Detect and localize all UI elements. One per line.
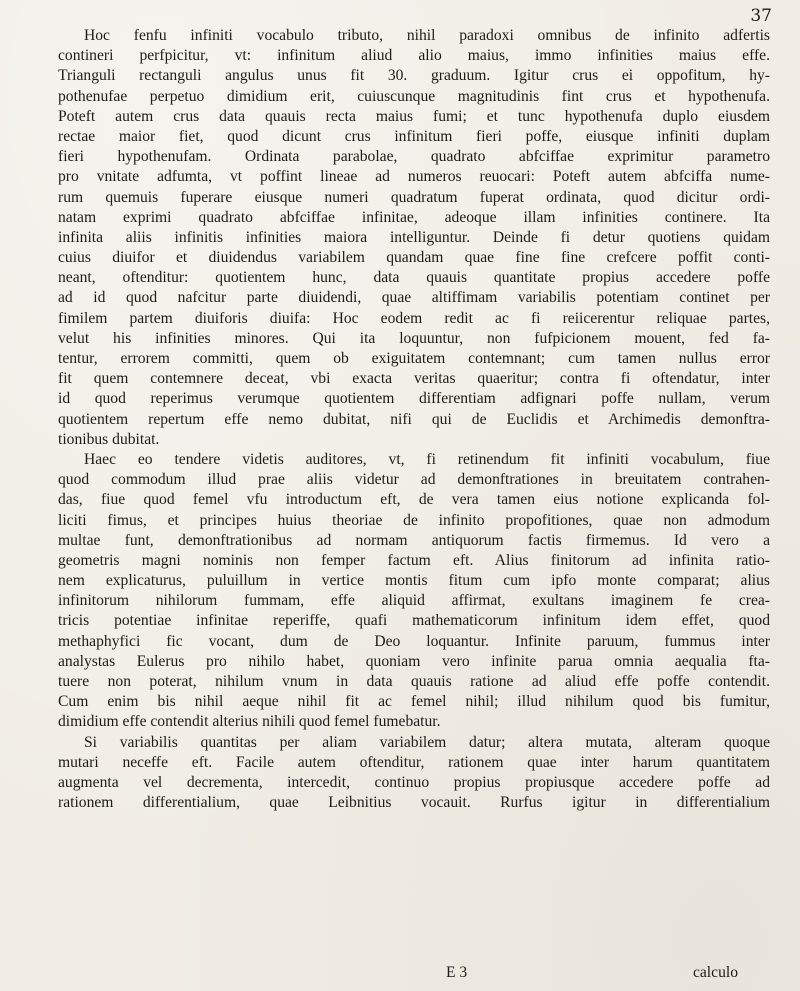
text-line-1: Hoc fenfu infiniti vocabulo tributo, nihil paradoxi omnibus de infinito adfertis [84,27,770,44]
page-footer [58,964,770,990]
text-line-21: tionibus dubitat. [58,430,160,448]
text-line-11: infinita aliis infinitis infinities maiora intelliguntur. Deinde fi detur quotiens quidam [58,228,770,246]
signature-mark: E 3 [446,964,468,981]
text-line-6: rectae maior fiet, quod dicunt crus infinitum fieri poffe, eiusque infiniti duplam [58,127,770,145]
text-line-4: pothenufae perpetuo dimidium erit, cuiuscunque magnitudinis fint crus et hypothenufa. [58,87,770,105]
text-line-29: infinitorum nihilorum fummam, effe aliquid affirmat, exultans imaginem fe crea- [58,592,770,610]
text-line-18: fit quem contemnere deceat, vbi exacta veritas quaeritur; contra fi oftendatur, inter [58,370,770,388]
text-line-13: neant, oftenditur: quotientem hunc, data quauis quantitate propius accedere poffe [58,269,770,287]
text-line-16: velut his infinities minores. Qui ita loquuntur, non fufpicionem mouent, fed fa- [58,329,770,347]
catchword: calculo [692,964,738,981]
text-line-7: fieri hypothenufam. Ordinata parabolae, quadrato abfciffae exprimitur parametro [58,148,770,166]
text-line-2: contineri perfpicitur, vt: infinitum aliud alio maius, immo infinities maius effe. [58,47,770,65]
text-line-14: ad id quod nafcitur parte diuidendi, quae altiffimam variabilis potentiam continet per [58,289,770,307]
text-line-20: quotientem repertum effe nemo dubitat, nifi qui de Euclidis et Archimedis demonftra- [58,410,770,428]
text-line-19: id quod reperimus verumque quotientem differentiam adfignari poffe nullam, verum [58,390,770,408]
text-line-34: Cum enim bis nihil aeque nihil fit ac femel nihil; illud nihilum quod bis fumitur, [58,693,770,711]
text-line-23: quod commodum illud prae aliis videtur ad demonftrationes in breuitatem contrahen- [58,471,770,489]
text-line-17: tentur, errorem committi, quem ob exiguitatem contemnant; cum tamen nullus error [58,350,770,367]
text-line-26: multae funt, demonftrationibus ad normam antiquorum factis firmemus. Id vero a [58,531,770,549]
text-line-8: pro vnitate adfumta, vt poffint lineae ad numeros reuocari: Poteft autem abfciffa nume- [58,168,770,186]
text-line-12: cuius diuifor et diuidendus variabilem quandam quae fine fine crefcere poffit conti- [58,249,770,267]
text-line-24: das, fiue quod femel vfu introductum eft, de vera tamen eius notione explicanda fol- [58,491,770,509]
text-line-15: fimilem partem diuiforis diuifa: Hoc eodem redit ac fi reiicerentur reliquae partes, [58,309,770,327]
text-line-38: augmenta vel decrementa, intercedit, continuo propius propiusque accedere poffe ad [58,773,770,791]
text-line-9: rum quemuis fuperare eiusque numeri quadratum fuperat ordinata, quod dicitur ordi- [58,188,770,206]
text-line-30: tricis potentiae infinitae reperiffe, quafi mathematicorum infinitum idem effet, quod [58,612,770,630]
page-number: 37 [750,6,772,26]
text-line-33: tuere non poterat, nihilum vnum in data quauis ratione ad aliud effe poffe contendit. [58,673,770,690]
text-line-37: mutari neceffe eft. Facile autem oftenditur, rationem quae inter harum quantitatem [58,753,770,771]
text-line-31: methaphyfici fic vocant, dum de Deo loquantur. Infinite paruum, fummus inter [58,632,770,650]
text-line-32: analystas Eulerus pro nihilo habet, quoniam vero infinite parua omnia aequalia fta- [58,652,770,670]
text-line-25: liciti fimus, et principes huius theoriae de infinito propofitiones, quae non admodum [58,511,770,529]
text-line-10: natam exprimi quadrato abfciffae infinitae, adeoque illam infinities continere. Ita [58,208,770,226]
text-line-22: Haec eo tendere videtis auditores, vt, fi retinendum fit infiniti vocabulum, fiue [84,450,770,468]
text-line-39: rationem differentialium, quae Leibnitius vocauit. Rurfus igitur in differentialium [58,794,770,812]
text-line-28: nem explicaturus, puluillum in vertice montis fitum cum ipfo monte comparat; alius [58,572,770,590]
text-line-5: Poteft autem crus data quauis recta maius fumi; et tunc hypothenufa duplo eiusdem [58,107,770,125]
text-line-36: Si variabilis quantitas per aliam variabilem datur; altera mutata, alteram quoque [84,733,770,751]
body-text [58,26,770,813]
text-line-35: dimidium effe contendit alterius nihili quod femel fumebatur. [58,713,441,731]
text-line-3: Trianguli rectanguli angulus unus fit 30. graduum. Igitur crus ei oppofitum, hy- [58,67,770,85]
text-line-27: geometris magni nominis non femper factum eft. Alius finitorum ad infinita ratio- [58,551,770,569]
